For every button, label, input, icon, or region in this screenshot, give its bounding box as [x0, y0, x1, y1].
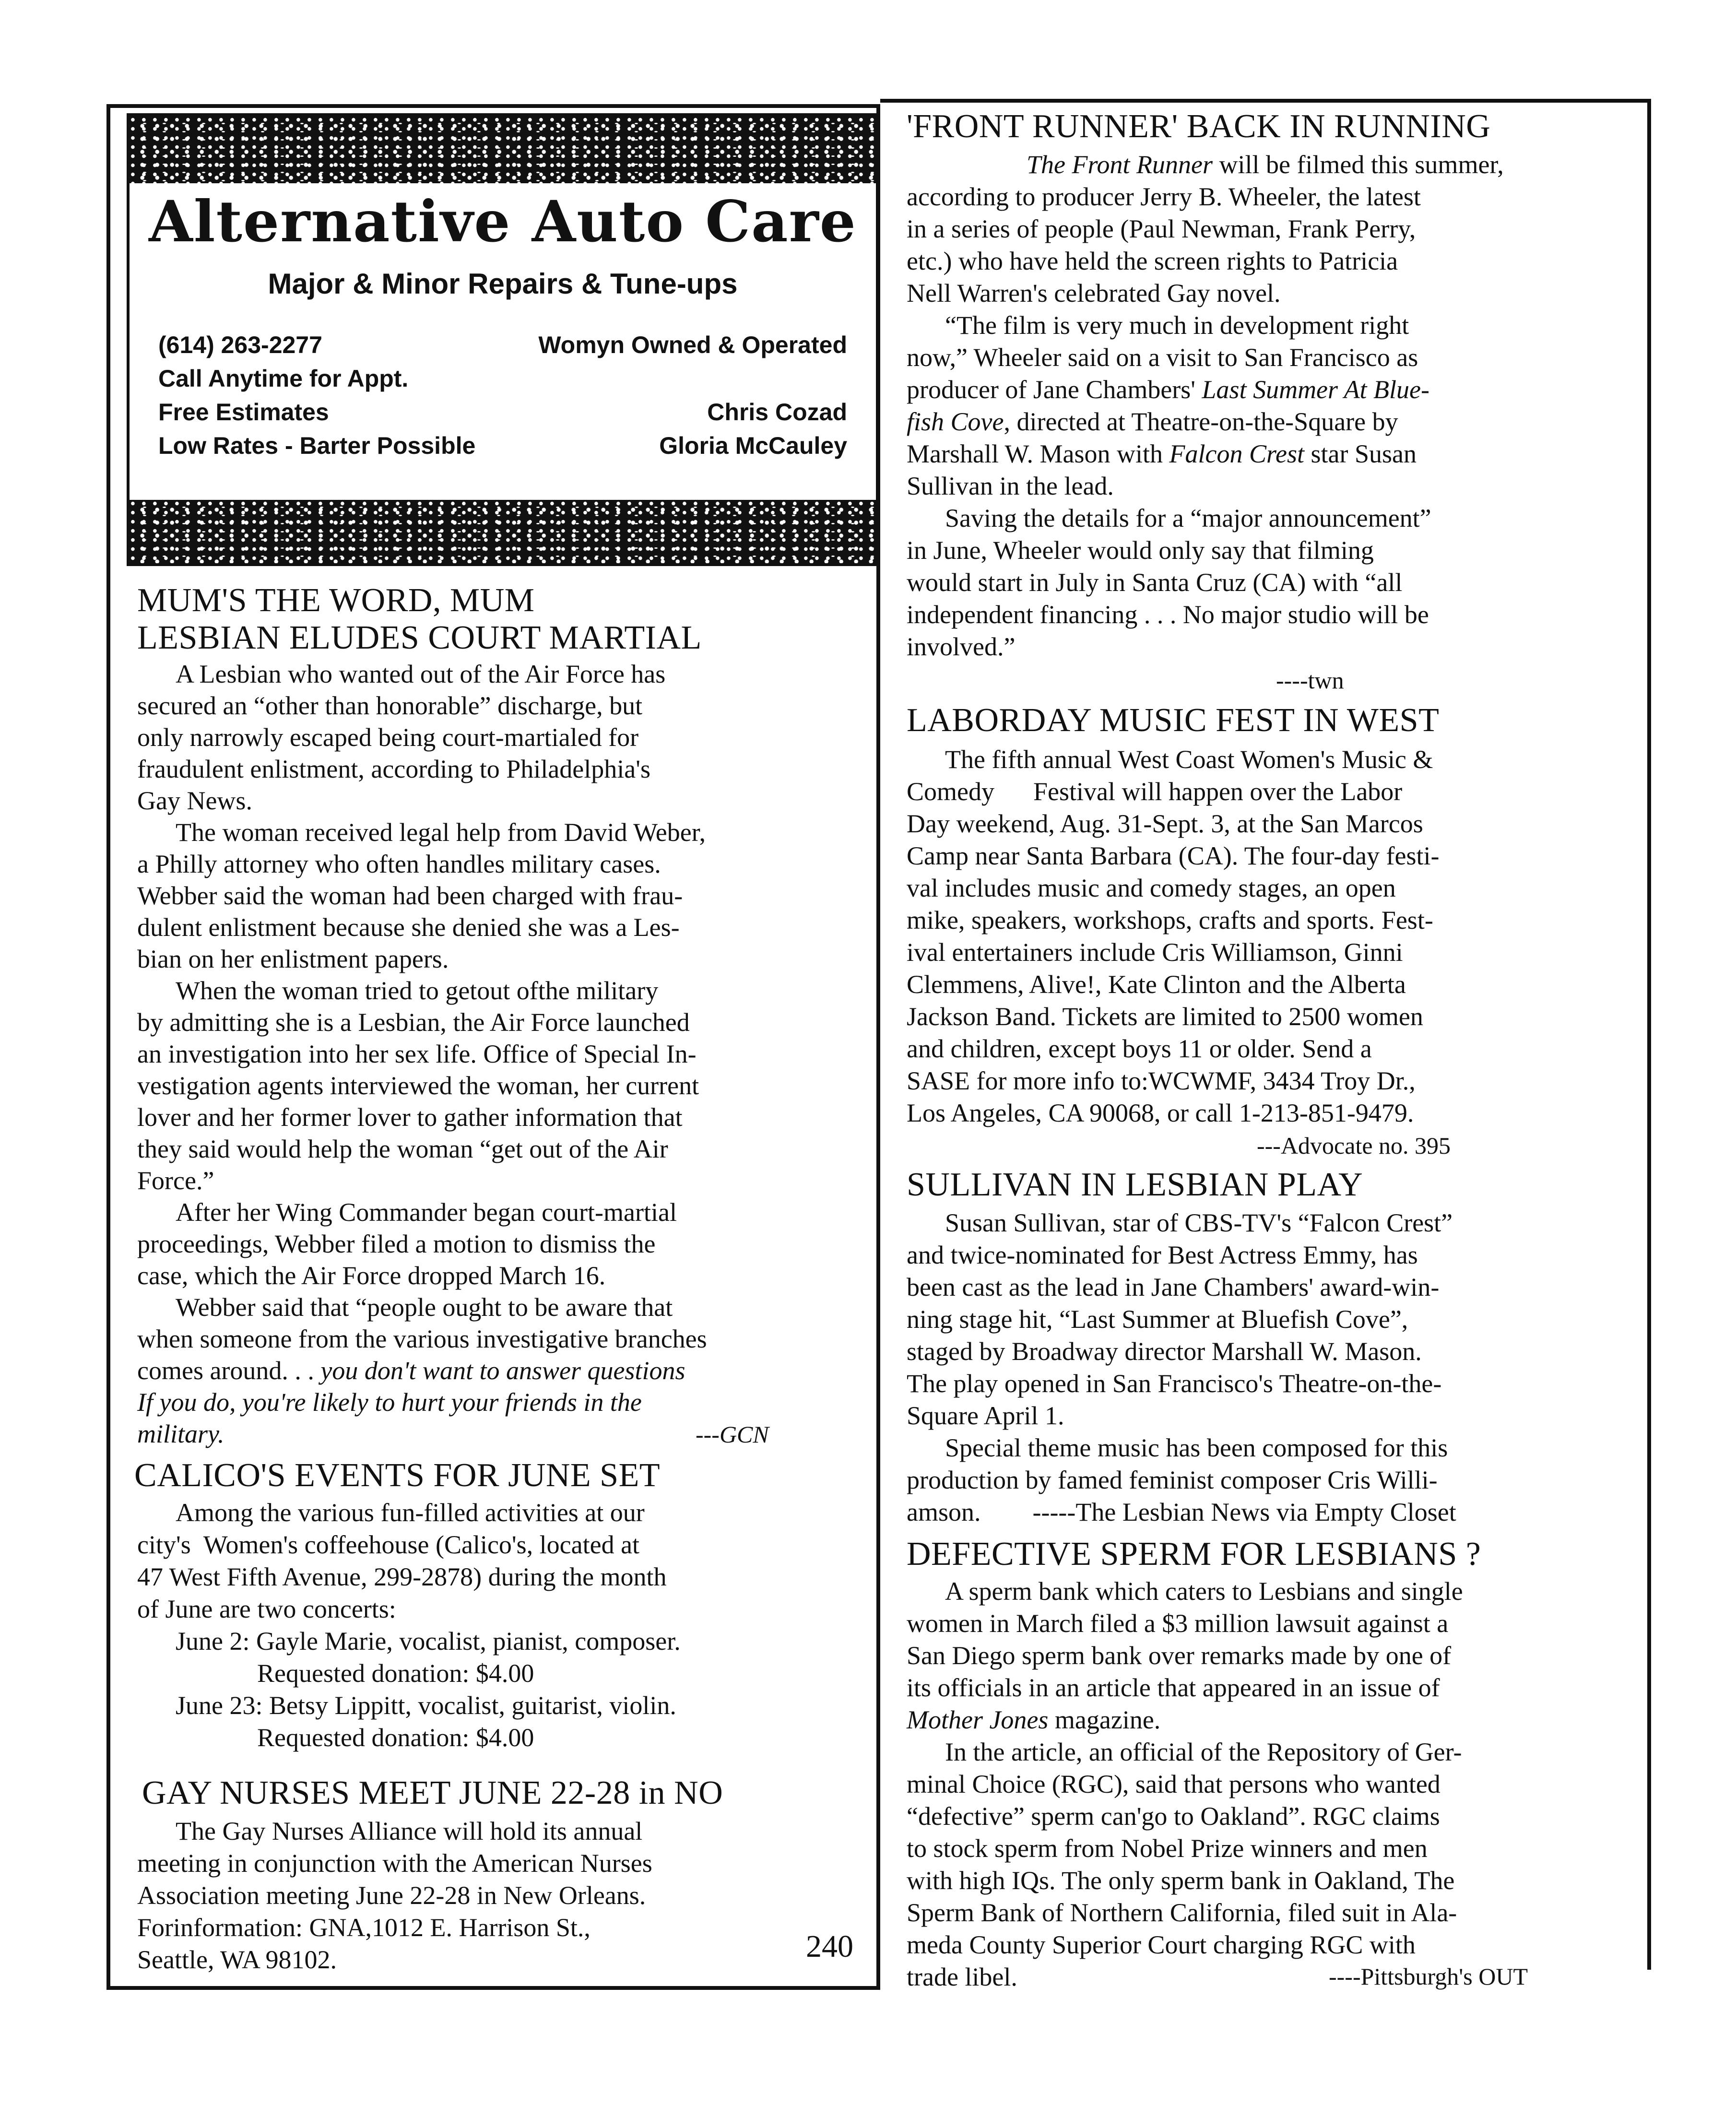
text-line: Webber said the woman had been charged with frau-: [137, 881, 683, 910]
text-line: ival entertainers include Cris Williamson, Ginni: [907, 938, 1403, 967]
text-line: according to producer Jerry B. Wheeler, the latest: [907, 182, 1421, 211]
text-line: A sperm bank which caters to Lesbians and single: [945, 1577, 1463, 1606]
text-line: secured an “other than honorable” discharge, but: [137, 691, 643, 720]
italic-text: Mother Jones: [907, 1705, 1049, 1734]
text-line: The woman received legal help from David Weber,: [176, 818, 706, 847]
ad-row: [158, 365, 847, 392]
text-segment: magazine.: [1048, 1705, 1161, 1734]
italic-text: fish Cove: [907, 407, 1004, 436]
text-line: fraudulent enlistment, according to Philadelphia's: [137, 755, 650, 783]
text-line: in June, Wheeler would only say that filming: [907, 536, 1374, 565]
signature-advocate: ---Advocate no. 395: [1257, 1132, 1451, 1159]
article-sperm-body: [907, 1575, 1626, 1993]
text-line: lover and her former lover to gather information that: [137, 1103, 683, 1132]
text-line: been cast as the lead in Jane Chambers' award-win-: [907, 1273, 1440, 1301]
text-line: to stock sperm from Nobel Prize winners and men: [907, 1834, 1428, 1863]
text-segment: star Susan: [1304, 439, 1417, 468]
text-line: Square April 1.: [907, 1401, 1064, 1430]
text-line: SASE for more info to:WCWMF, 3434 Troy Dr.,: [907, 1066, 1416, 1095]
signature-twn: ----twn: [1276, 667, 1344, 694]
italic-text: you don't want to answer questions: [320, 1356, 685, 1385]
text-line: they said would help the woman “get out of the Air: [137, 1135, 668, 1163]
headline-laborday: LABORDAY MUSIC FEST IN WEST: [907, 702, 1440, 739]
text-line: now,” Wheeler said on a visit to San Francisco as: [907, 343, 1418, 372]
text-line: [137, 1355, 857, 1386]
text-segment: producer of Jane Chambers': [907, 375, 1202, 404]
text-line: only narrowly escaped being court-martialed for: [137, 723, 639, 752]
text-line: city's Women's coffeehouse (Calico's, located at: [137, 1530, 640, 1559]
signature-gcn: ---GCN: [696, 1421, 769, 1448]
headline-calico: CALICO'S EVENTS FOR JUNE SET: [134, 1457, 661, 1494]
text-line: staged by Broadway director Marshall W. Mason.: [907, 1337, 1422, 1366]
headline-gay-nurses: GAY NURSES MEET JUNE 22-28 in NO: [142, 1774, 723, 1811]
text-line: Jackson Band. Tickets are limited to 2500 women: [907, 1002, 1423, 1031]
italic-text: Last Summer At Blue-: [1202, 375, 1429, 404]
text-line: [907, 149, 1626, 181]
ad-phone: (614) 263-2277: [158, 331, 322, 358]
article-laborday-body: [907, 744, 1626, 1129]
text-line: The Gay Nurses Alliance will hold its annual: [176, 1817, 643, 1845]
ad-subtitle: Major & Minor Repairs & Tune-ups: [268, 268, 738, 300]
text-line: when someone from the various investigative branches: [137, 1324, 707, 1353]
text-line: ning stage hit, “Last Summer at Bluefish Cove”,: [907, 1305, 1408, 1334]
text-line: Sperm Bank of Northern California, filed suit in Ala-: [907, 1898, 1457, 1927]
headline-front-runner: 'FRONT RUNNER' BACK IN RUNNING: [907, 108, 1491, 145]
text-line: case, which the Air Force dropped March 16.: [137, 1261, 606, 1290]
decorative-border-bottom: [130, 500, 876, 563]
text-line: When the woman tried to getout ofthe military: [176, 976, 659, 1005]
ad-call: Call Anytime for Appt.: [158, 365, 409, 392]
text-line: [907, 1704, 1626, 1736]
text-line: minal Choice (RGC), said that persons who wanted: [907, 1770, 1441, 1798]
article-mum-body: [137, 658, 857, 1450]
text-line: In the article, an official of the Repository of Ger-: [945, 1738, 1462, 1766]
text-line: etc.) who have held the screen rights to Patricia: [907, 247, 1398, 275]
text-line: amson. -----The Lesbian News via Empty Closet: [907, 1498, 1456, 1526]
text-line: Association meeting June 22-28 in New Orleans.: [137, 1881, 646, 1910]
headline-mum: MUM'S THE WORD, MUM: [137, 582, 535, 619]
text-line: The play opened in San Francisco's Theatre-on-the-: [907, 1369, 1442, 1398]
text-line: [907, 438, 1626, 470]
text-line: by admitting she is a Lesbian, the Air Force launched: [137, 1008, 690, 1037]
headline-lesbian-eludes: LESBIAN ELUDES COURT MARTIAL: [137, 619, 702, 656]
text-line: 47 West Fifth Avenue, 299-2878) during the month: [137, 1562, 667, 1591]
text-line: women in March filed a $3 million lawsuit against a: [907, 1609, 1449, 1638]
text-line: A Lesbian who wanted out of the Air Force has: [176, 660, 666, 688]
text-line: meda County Superior Court charging RGC with: [907, 1930, 1416, 1959]
text-line: Requested donation: $4.00: [257, 1659, 534, 1688]
text-line: dulent enlistment because she denied she was a Les-: [137, 913, 680, 942]
text-line: Clemmens, Alive!, Kate Clinton and the Alberta: [907, 970, 1406, 999]
text-line: mike, speakers, workshops, crafts and sports. Fest-: [907, 906, 1433, 934]
ad-owner-2: Gloria McCauley: [659, 432, 847, 459]
text-line: Seattle, WA 98102.: [137, 1945, 337, 1974]
article-calico-body: [137, 1497, 857, 1754]
text-line: vestigation agents interviewed the woman, her current: [137, 1071, 699, 1100]
text-line: a Philly attorney who often handles military cases.: [137, 850, 661, 878]
ad-ownership: Womyn Owned & Operated: [538, 331, 847, 358]
text-line: Requested donation: $4.00: [257, 1723, 534, 1752]
decorative-border-top: [130, 116, 876, 183]
italic-text: The Front Runner: [1027, 150, 1213, 179]
text-line: val includes music and comedy stages, an open: [907, 874, 1396, 902]
signature-pittsburgh: ----Pittsburgh's OUT: [1329, 1963, 1528, 1990]
text-line: “The film is very much in development right: [945, 311, 1409, 340]
text-line: “defective” sperm can'go to Oakland”. RGC claims: [907, 1802, 1440, 1831]
text-line: Webber said that “people ought to be aware that: [176, 1293, 673, 1322]
text-line: Susan Sullivan, star of CBS-TV's “Falcon Crest”: [945, 1208, 1453, 1237]
auto-care-advertisement: [127, 113, 879, 566]
italic-text: Falcon Crest: [1169, 439, 1304, 468]
text-segment: will be filmed this summer,: [1212, 150, 1504, 179]
headline-defective-sperm: DEFECTIVE SPERM FOR LESBIANS ?: [907, 1536, 1481, 1573]
text-line: Day weekend, Aug. 31-Sept. 3, at the San Marcos: [907, 809, 1423, 838]
text-line: June 23: Betsy Lippitt, vocalist, guitarist, violin.: [176, 1691, 676, 1720]
text-segment: Marshall W. Mason with: [907, 439, 1169, 468]
text-line: involved.”: [907, 632, 1016, 661]
text-line: production by famed feminist composer Cris Willi-: [907, 1466, 1438, 1494]
text-line: [137, 1386, 857, 1418]
ad-estimates: Free Estimates: [158, 399, 329, 426]
text-line: with high IQs. The only sperm bank in Oakland, The: [907, 1866, 1455, 1895]
text-line: Among the various fun-filled activities at our: [176, 1498, 645, 1527]
italic-text: If you do, you're likely to hurt your friends in the: [137, 1388, 642, 1417]
text-line: [907, 406, 1626, 438]
text-line: [907, 374, 1626, 406]
text-line: and children, except boys 11 or older. Send a: [907, 1034, 1372, 1063]
text-line: June 2: Gayle Marie, vocalist, pianist, composer.: [176, 1627, 681, 1656]
text-line: independent financing . . . No major studio will be: [907, 600, 1429, 629]
article-front-runner-body: [907, 149, 1626, 663]
text-line: proceedings, Webber filed a motion to dismiss the: [137, 1230, 656, 1258]
text-line: Sullivan in the lead.: [907, 472, 1114, 500]
text-line: Forinformation: GNA,1012 E. Harrison St.,: [137, 1913, 590, 1942]
ad-row: [158, 398, 847, 426]
text-line: Camp near Santa Barbara (CA). The four-day festi-: [907, 841, 1440, 870]
text-line: meeting in conjunction with the American Nurses: [137, 1849, 652, 1878]
italic-text: military.: [137, 1419, 224, 1448]
text-line: Special theme music has been composed for this: [945, 1433, 1448, 1462]
headline-sullivan: SULLIVAN IN LESBIAN PLAY: [907, 1166, 1363, 1203]
text-line: would start in July in Santa Cruz (CA) with “all: [907, 568, 1403, 597]
text-line: San Diego sperm bank over remarks made by one of: [907, 1641, 1452, 1670]
text-line: Comedy Festival will happen over the Labor: [907, 777, 1403, 806]
text-line: trade libel.: [907, 1963, 1017, 1991]
text-line: an investigation into her sex life. Office of Special In-: [137, 1040, 697, 1068]
ad-owner-1: Chris Cozad: [707, 399, 847, 426]
text-line: its officials in an article that appeared in an issue of: [907, 1673, 1440, 1702]
text-segment: , directed at Theatre-on-the-Square by: [1004, 407, 1398, 436]
text-line: in a series of people (Paul Newman, Frank Perry,: [907, 214, 1416, 243]
text-line: Gay News.: [137, 786, 252, 815]
text-segment: comes around. . .: [137, 1356, 321, 1385]
ad-row: [158, 432, 847, 460]
ad-rates: Low Rates - Barter Possible: [158, 432, 476, 459]
text-line: The fifth annual West Coast Women's Music &: [945, 745, 1433, 774]
text-line: Los Angeles, CA 90068, or call 1-213-851-9479.: [907, 1099, 1414, 1127]
text-line: of June are two concerts:: [137, 1595, 396, 1623]
page-number: 240: [806, 1929, 853, 1964]
text-line: bian on her enlistment papers.: [137, 945, 449, 973]
article-sullivan-body: [907, 1207, 1626, 1528]
article-nurses-body: [137, 1815, 761, 1976]
text-line: After her Wing Commander began court-martial: [176, 1198, 677, 1227]
ad-row: [158, 331, 847, 359]
text-line: Nell Warren's celebrated Gay novel.: [907, 279, 1281, 307]
ad-title: Alternative Auto Care: [149, 188, 857, 255]
text-line: Saving the details for a “major announcement”: [945, 504, 1431, 532]
text-line: and twice-nominated for Best Actress Emmy, has: [907, 1241, 1418, 1269]
text-line: Force.”: [137, 1166, 214, 1195]
